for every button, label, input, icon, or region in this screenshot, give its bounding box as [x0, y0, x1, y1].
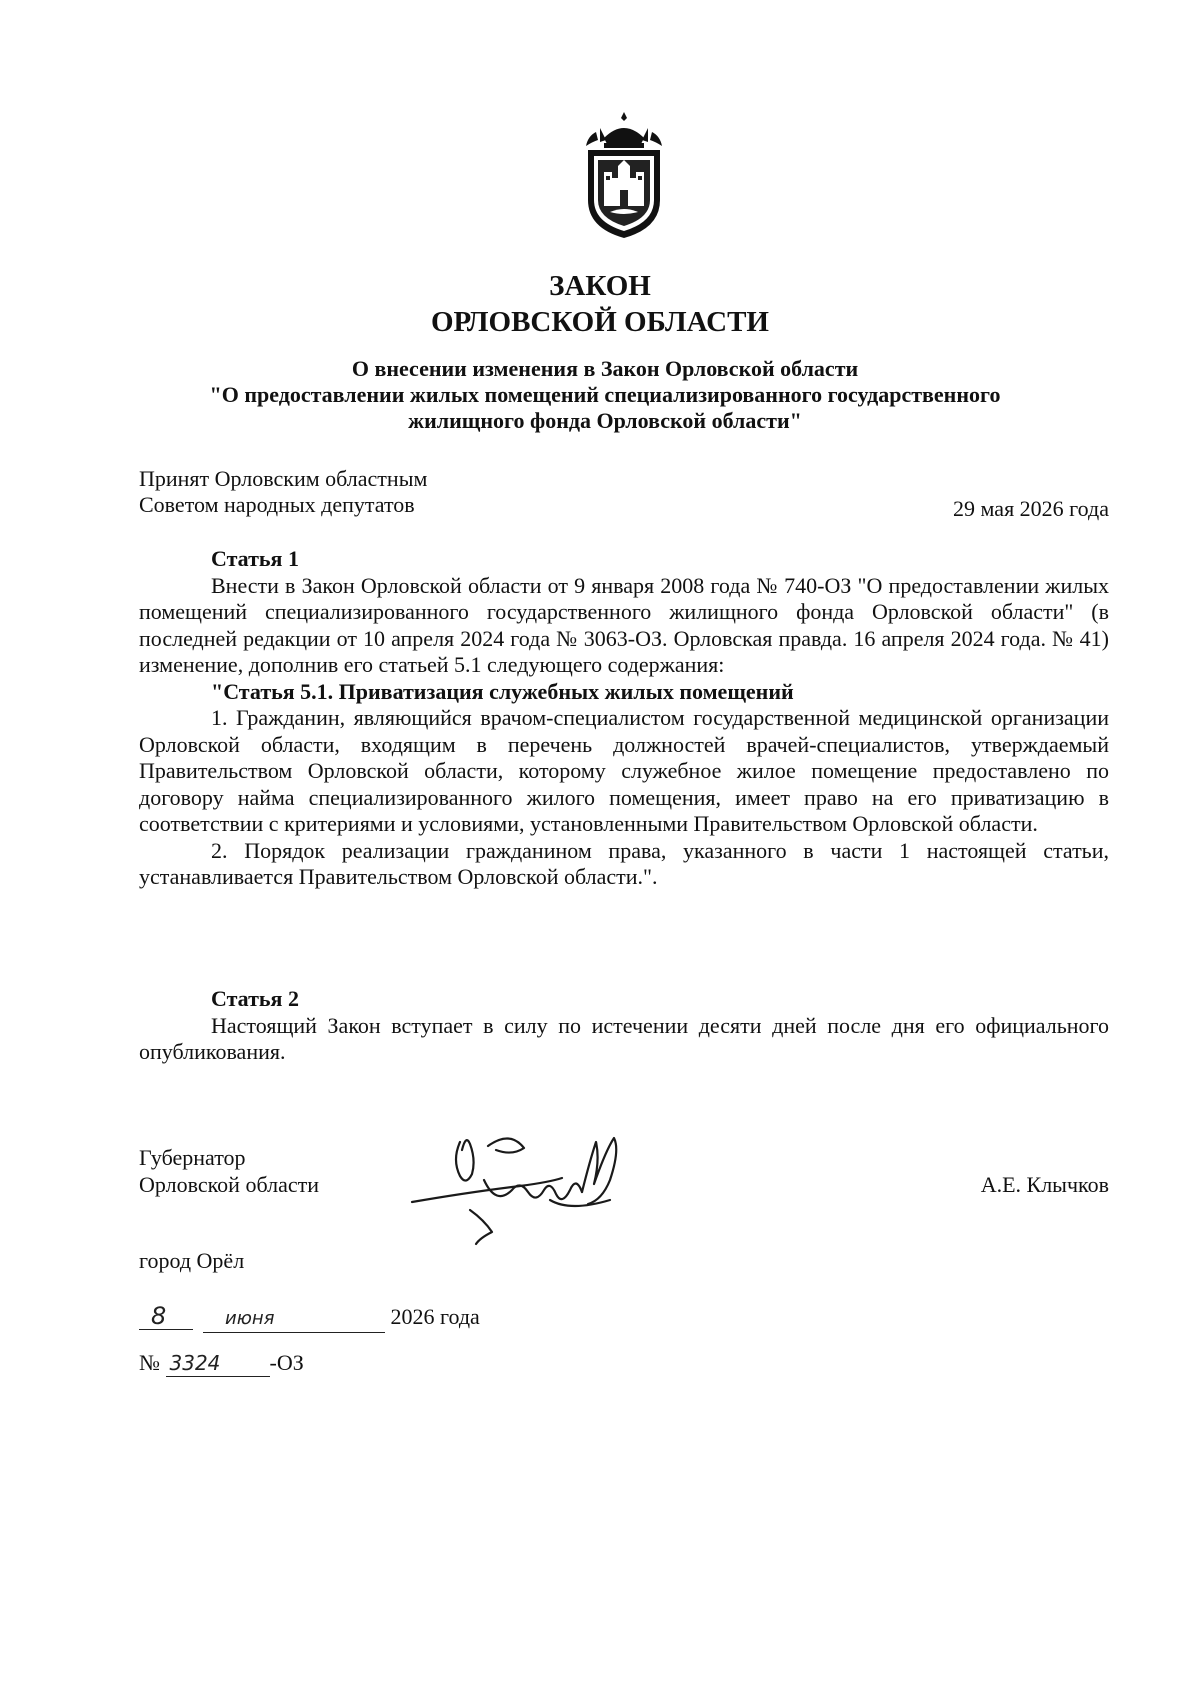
governor-position-line2: Орловской области [139, 1172, 319, 1197]
adoption-date: 29 мая 2026 года [953, 496, 1109, 521]
article-2 [139, 986, 1109, 1066]
law-subject [120, 356, 1090, 434]
adoption-info [139, 466, 427, 518]
law-title [0, 268, 1200, 340]
law-number-prefix: № [139, 1350, 160, 1375]
law-title-line1: ЗАКОН [549, 270, 651, 302]
coat-of-arms-emblem [574, 110, 674, 240]
law-number [139, 1350, 304, 1377]
signing-date [139, 1298, 480, 1333]
article-1-intro: Внести в Закон Орловской области от 9 января 2008 года № 740-ОЗ "О предоставлении жилых помещений специализированного государственного жилищного фонда Орловской области" (в последней редакции от 10 апреля 2024 года № 3063-ОЗ. Орловская правда. 16 апреля 2024 года. № 41) изменение, дополнив его статьей 5.1 следующего содержания: [139, 572, 1109, 677]
article-2-text: Настоящий Закон вступает в силу по истечении десяти дней после дня его официального опубликования. [139, 1012, 1109, 1064]
governor-position-line1: Губернатор [139, 1145, 246, 1170]
governor-name: А.Е. Клычков [980, 1172, 1109, 1197]
article-2-heading: Статья 2 [211, 986, 299, 1011]
article-1-heading: Статья 1 [211, 546, 299, 571]
adoption-line1: Принят Орловским областным [139, 466, 428, 491]
article-5-1-part-1: 1. Гражданин, являющийся врачом-специалистом государственной медицинской организации Орловской области, входящим в перечень должностей врачей-специалистов, утверждаемый Правительством Орловской области, которому служебное жилое помещение предоставлено по договору найма специализированного жилого помещения, имеет право на его приватизацию в соответствии с критериями и условиями, установленными Правительством Орловской области. [139, 705, 1109, 836]
handwritten-signature [400, 1120, 670, 1250]
signing-day: 8 [139, 1303, 193, 1330]
article-1 [139, 546, 1109, 891]
subject-line2: "О предоставлении жилых помещений специализированного государственного [209, 382, 1001, 407]
law-number-value: 3324 [166, 1350, 270, 1377]
law-title-line2: ОРЛОВСКОЙ ОБЛАСТИ [430, 306, 769, 338]
law-number-suffix: -ОЗ [269, 1350, 304, 1375]
article-5-1-heading: "Статья 5.1. Приватизация служебных жилых помещений [211, 678, 794, 704]
adoption-line2: Советом народных депутатов [139, 492, 415, 517]
signing-year: 2026 года [390, 1304, 480, 1329]
governor-position [139, 1144, 319, 1198]
signing-month: июня [203, 1306, 385, 1333]
subject-line3: жилищного фонда Орловской области" [408, 408, 802, 433]
subject-line1: О внесении изменения в Закон Орловской области [351, 356, 859, 381]
signing-place: город Орёл [139, 1248, 245, 1273]
article-5-1-part-2: 2. Порядок реализации гражданином права, указанного в части 1 настоящей статьи, устанавливается Правительством Орловской области.". [139, 837, 1109, 889]
